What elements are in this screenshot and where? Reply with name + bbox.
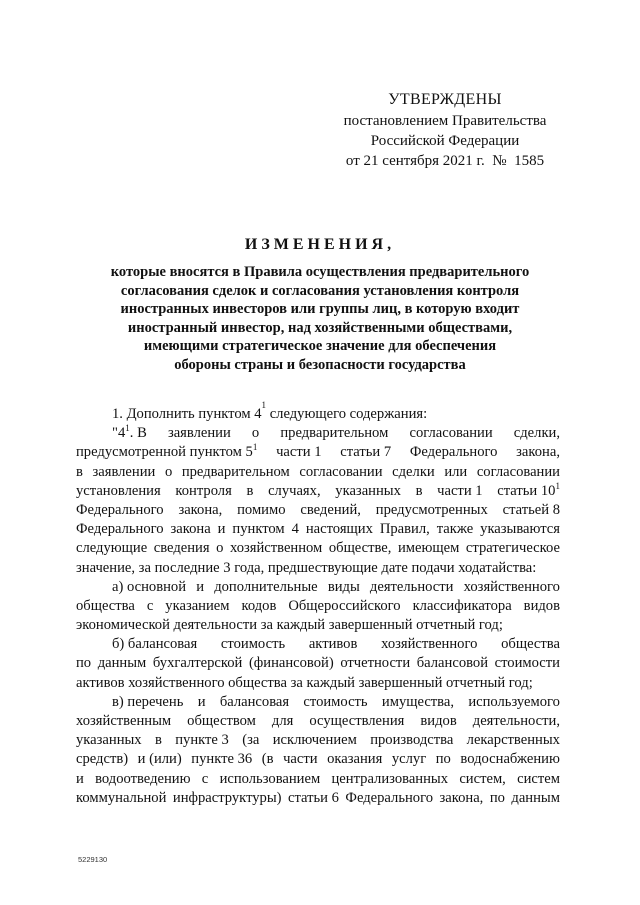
word: сведений, (300, 501, 361, 518)
document-code: 5229130 (78, 855, 108, 864)
word: хозяйственным (76, 713, 172, 729)
item-b-line: активов хозяйственного общества за каждый завершенный отчетный год; (76, 674, 533, 691)
word: Федерального (345, 789, 434, 806)
word: осуществления (309, 713, 405, 729)
word: согласовании (299, 463, 383, 480)
word: или (444, 463, 468, 480)
word: и (или) (137, 751, 182, 768)
word: статьи 6 (288, 789, 339, 806)
word: в) перечень (112, 693, 184, 710)
word: отчетности (340, 655, 411, 672)
word: указанием (165, 597, 230, 614)
word: закона, (439, 789, 484, 806)
word: заявлении (92, 463, 156, 480)
word: видов (420, 713, 457, 729)
word: стоимость (220, 636, 286, 653)
approval-line-2: Российской Федерации (370, 133, 520, 149)
word: в (76, 463, 83, 480)
word: классификатора (412, 597, 512, 614)
word: Федерального (76, 521, 164, 538)
word: для (271, 713, 294, 729)
word: а) основной (112, 578, 187, 595)
word: балансовой (416, 655, 489, 672)
item-b-line (76, 635, 560, 654)
word: стоимости (494, 655, 560, 672)
document-title: ИЗМЕНЕНИЯ, (244, 236, 396, 253)
item-a-line: экономической деятельности за каждый завершенный отчетный год; (76, 617, 503, 634)
word: деятельности (369, 578, 454, 595)
document-body (76, 400, 560, 808)
word: части (283, 751, 318, 768)
word: закона, (178, 501, 223, 518)
word: сведения (153, 540, 210, 557)
word: и (196, 578, 205, 595)
word: хозяйственного (381, 636, 478, 653)
word: имущества, (381, 693, 455, 710)
word: виды (327, 578, 360, 595)
approval-stamp (330, 90, 560, 171)
word: стратегическое (465, 540, 560, 557)
word: использованием (219, 770, 321, 787)
word: данным (97, 655, 147, 672)
word: водоотведению (95, 770, 191, 787)
item-c-line (76, 693, 560, 712)
word: систем, (459, 770, 506, 787)
word: бухгалтерской (152, 655, 243, 672)
word: централизованных (331, 770, 449, 787)
word: имеющем (397, 540, 460, 557)
text-line (76, 501, 560, 520)
word: деятельности, (472, 713, 560, 729)
item-a-line (76, 597, 560, 616)
word: в (154, 732, 162, 749)
item-c-line (76, 770, 560, 789)
word: о (164, 463, 173, 480)
item-b-line (76, 654, 560, 673)
word: также (436, 521, 474, 538)
approval-line-1: постановлением Правительства (343, 113, 547, 129)
word: б) балансовая (112, 636, 198, 653)
word: предварительном (181, 463, 290, 480)
word: с (201, 770, 209, 787)
word: настоящих (305, 521, 373, 538)
word: исключением (272, 732, 357, 749)
word: (в (261, 751, 274, 768)
word: закона (170, 521, 211, 538)
word: дополнительные (214, 578, 318, 595)
paragraph-1: 1. Дополнить пунктом 4 1 следующего содержания: (112, 400, 428, 422)
word: видов (523, 597, 560, 614)
word: оказания (327, 751, 383, 768)
text-line: значение, за последние 3 года, предшествующие дате подачи ходатайства: (76, 559, 537, 576)
word: данным (511, 789, 560, 806)
word: (финансовой) (248, 655, 334, 672)
word: общества (76, 597, 135, 614)
word: инфраструктуры) (172, 789, 282, 806)
item-c-line (76, 789, 560, 808)
word: 4 (291, 521, 299, 538)
word: хозяйственном (229, 540, 323, 557)
subtitle-line: которые вносятся в Правила осуществления предварительного (110, 264, 530, 280)
text-line (76, 463, 560, 482)
subtitle-line: иностранный инвестор, над хозяйственными обществами, (127, 319, 513, 336)
word: пункте 3 (175, 732, 229, 749)
text-line (76, 539, 560, 558)
word: средств) (76, 751, 129, 768)
word: по (435, 751, 451, 768)
word: пунктом (232, 521, 285, 538)
word: с (146, 597, 154, 614)
approval-line-3: от 21 сентября 2021 г. № 1585 (345, 153, 545, 169)
word: Федерального (76, 501, 164, 518)
word: предусмотренных (375, 501, 488, 518)
approval-heading: УТВЕРЖДЕНЫ (388, 91, 502, 108)
word: балансовая (219, 693, 290, 710)
word: и (217, 521, 226, 538)
word: кодов (241, 597, 277, 614)
document-subtitle (80, 263, 560, 375)
word: по (489, 789, 505, 806)
word: систем (517, 770, 560, 787)
word: Общероссийского (288, 597, 401, 614)
item-c-line (76, 731, 560, 750)
text-line (76, 520, 560, 539)
word: стоимость (303, 693, 368, 710)
word: обществе, (328, 540, 392, 557)
subtitle-line: иностранных инвесторов или группы лиц, в которую входит (120, 301, 520, 318)
word: пункте 36 (191, 751, 253, 768)
word: согласовании (476, 463, 560, 480)
text-line: предусмотренной пунктом $5^1$ части 1 статьи 7 Федерального закона, (76, 442, 560, 461)
word: и (197, 693, 206, 710)
word: сделки (392, 463, 435, 480)
word: (за (242, 732, 260, 749)
word: по (76, 655, 92, 672)
item-c-line (76, 750, 560, 769)
word: активов (308, 636, 358, 653)
word: следующие (76, 540, 148, 557)
word: хозяйственного (463, 578, 560, 595)
subtitle-line: обороны страны и безопасности государства (174, 356, 466, 373)
subtitle-line: согласования сделок и согласования установления контроля (120, 282, 520, 299)
word: Правил, (379, 521, 430, 538)
word: водоснабжению (460, 751, 560, 768)
text-line: установления контроля в случаях, указанных в части 1 статьи $10^1$ (76, 480, 560, 499)
word: указываются (480, 521, 560, 538)
word: о (216, 540, 224, 557)
text-line: "$4^1$. В заявлении о предварительном согласовании сделки, (112, 423, 560, 442)
word: и (76, 770, 84, 787)
word: лекарственных (466, 732, 560, 749)
word: коммунальной (76, 789, 167, 806)
word: указанных (76, 732, 142, 749)
word: услуг (391, 751, 427, 768)
word: статьей 8 (502, 501, 560, 518)
word: производства (370, 732, 454, 749)
item-a-line (76, 578, 560, 597)
word: обществом (187, 713, 256, 729)
subtitle-line: имеющими стратегическое значение для обеспечения (143, 338, 497, 355)
word: общества (501, 636, 560, 653)
item-c-line (76, 712, 560, 731)
word: помимо (237, 501, 286, 518)
word: используемого (468, 693, 560, 710)
